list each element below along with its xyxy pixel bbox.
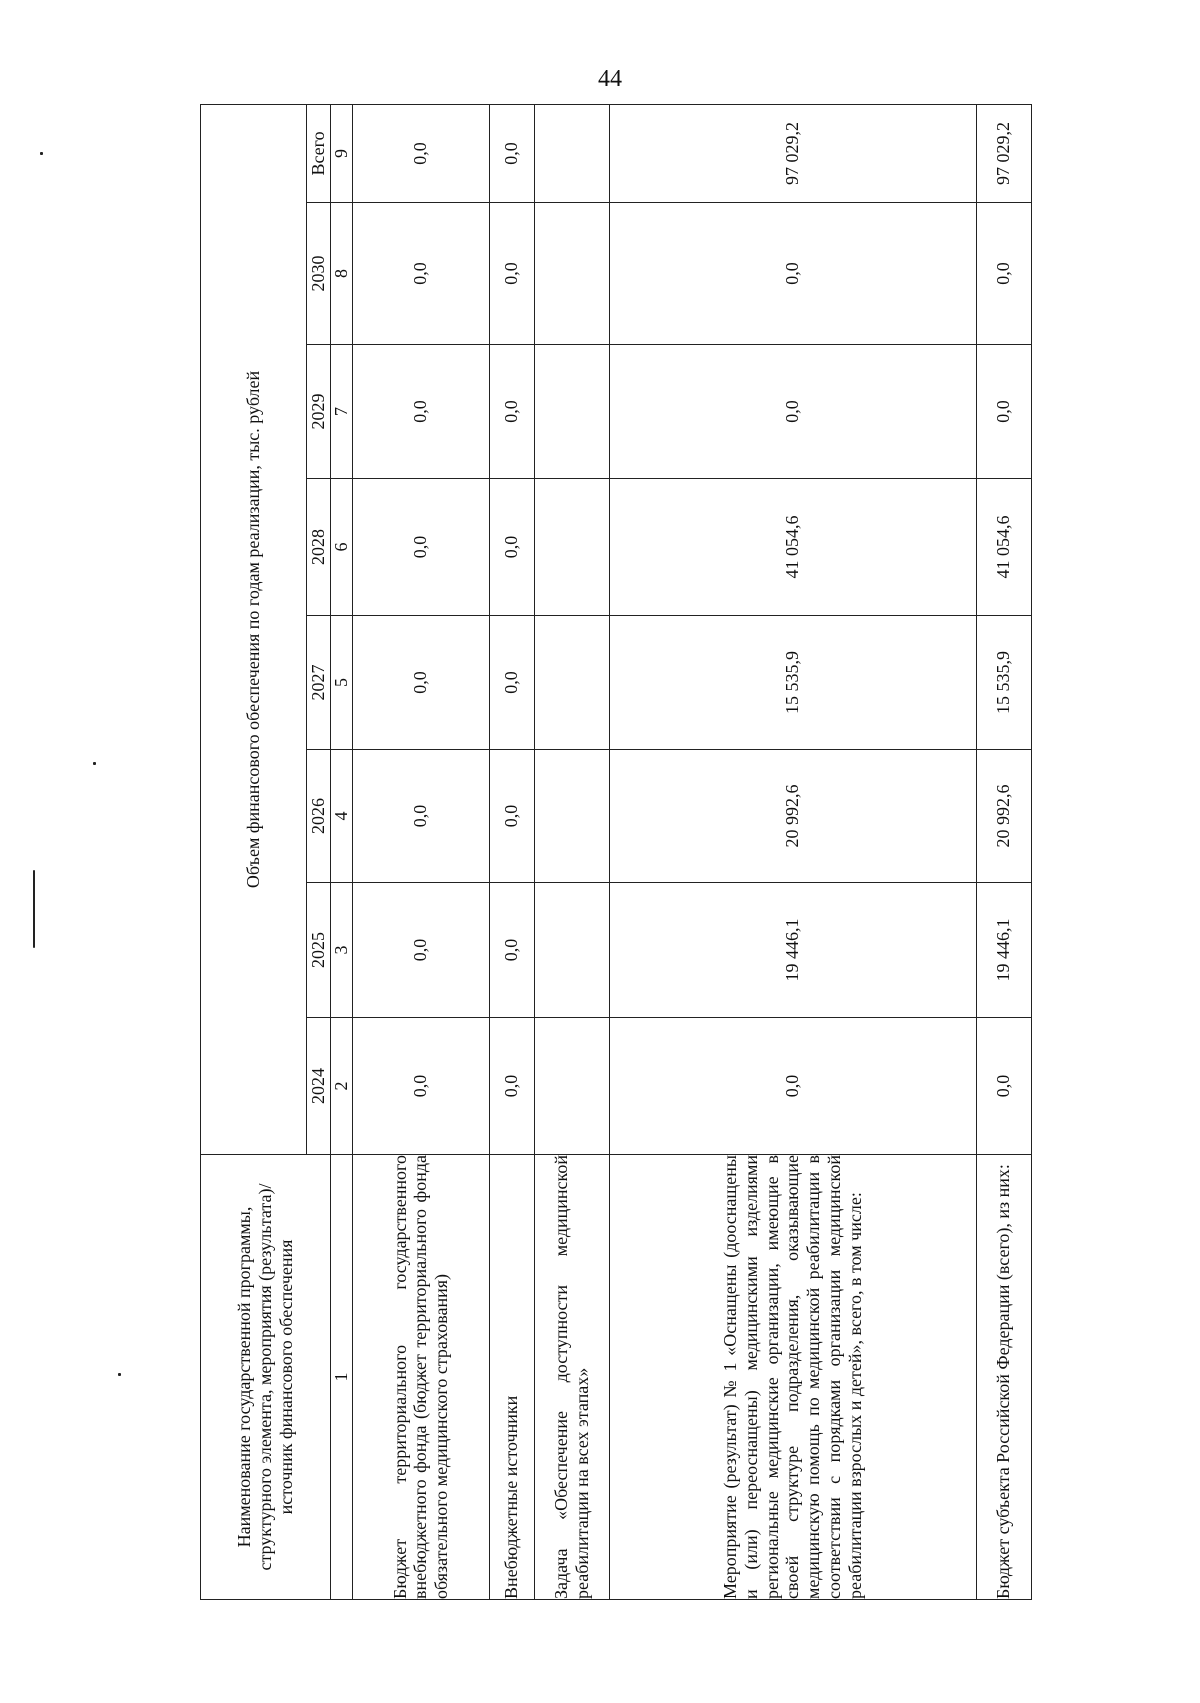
page-number: 44	[598, 66, 622, 92]
cell-value: 0,0	[352, 479, 489, 616]
column-index: 2	[331, 1018, 353, 1155]
cell-value	[534, 883, 609, 1018]
cell-value: 0,0	[489, 616, 534, 750]
table-row-task	[534, 104, 609, 1599]
row-name: Задача «Обеспечение доступности медицинской реабилитации на всех этапах»	[534, 1155, 609, 1600]
cell-value: 0,0	[976, 345, 1031, 479]
header-volume-caption: Объем финансового обеспечения по годам реализации, тыс. рублей	[201, 104, 307, 1154]
cell-value: 0,0	[489, 750, 534, 883]
financing-table	[200, 104, 1032, 1600]
cell-value	[534, 104, 609, 202]
header-name-column: Наименование государственной программы, структурного элемента, мероприятия (результата)/источник финансового обеспечения	[201, 1155, 331, 1600]
cell-value	[534, 750, 609, 883]
cell-value: 0,0	[352, 1018, 489, 1155]
cell-value: 97 029,2	[976, 104, 1031, 202]
cell-value: 19 446,1	[609, 883, 976, 1018]
header-year: 2027	[307, 616, 331, 750]
cell-value: 97 029,2	[609, 104, 976, 202]
header-year: 2028	[307, 479, 331, 616]
cell-value: 20 992,6	[976, 750, 1031, 883]
column-index: 7	[331, 345, 353, 479]
column-index: 5	[331, 616, 353, 750]
column-index: 4	[331, 750, 353, 883]
column-index-row	[331, 104, 353, 1599]
row-name: Бюджет территориального государственного внебюджетного фонда (бюджет территориального фонда обязательного медицинского страхования)	[352, 1155, 489, 1600]
column-index: 8	[331, 203, 353, 345]
row-name: Бюджет субъекта Российской Федерации (всего), из них:	[976, 1155, 1031, 1600]
cell-value: 15 535,9	[976, 616, 1031, 750]
cell-value	[534, 616, 609, 750]
scan-speck	[93, 762, 96, 765]
cell-value: 0,0	[489, 104, 534, 202]
column-index: 6	[331, 479, 353, 616]
cell-value: 20 992,6	[609, 750, 976, 883]
cell-value: 0,0	[352, 750, 489, 883]
cell-value: 0,0	[609, 345, 976, 479]
cell-value: 0,0	[489, 345, 534, 479]
table-row-regional-budget	[976, 104, 1031, 1599]
cell-value: 0,0	[976, 1018, 1031, 1155]
header-year-total: Всего	[307, 104, 331, 202]
column-index: 9	[331, 104, 353, 202]
header-year: 2025	[307, 883, 331, 1018]
cell-value: 0,0	[489, 883, 534, 1018]
cell-value: 15 535,9	[609, 616, 976, 750]
header-year: 2030	[307, 203, 331, 345]
cell-value: 0,0	[976, 203, 1031, 345]
cell-value	[534, 345, 609, 479]
cell-value: 0,0	[489, 203, 534, 345]
cell-value: 0,0	[352, 616, 489, 750]
cell-value: 41 054,6	[609, 479, 976, 616]
table-row-measure-1	[609, 104, 976, 1599]
rotated-table-container	[200, 105, 1030, 1600]
header-row-top	[201, 104, 307, 1599]
cell-value: 0,0	[352, 203, 489, 345]
column-index: 3	[331, 883, 353, 1018]
scan-speck	[118, 1373, 121, 1376]
cell-value	[534, 203, 609, 345]
cell-value: 0,0	[609, 1018, 976, 1155]
row-name: Мероприятие (результат) № 1 «Оснащены (дооснащены и (или) переоснащены) медицинскими изделиями региональные медицинские организации, имеющие в своей структуре подразделения, оказывающие медицинскую помощь по медицинской реабилитации в соответствии с порядками организации медицинской реабилитации взрослых и детей», всего, в том числе:	[609, 1155, 976, 1600]
cell-value: 0,0	[489, 479, 534, 616]
cell-value: 0,0	[352, 883, 489, 1018]
header-year: 2024	[307, 1018, 331, 1155]
cell-value: 0,0	[352, 345, 489, 479]
cell-value: 19 446,1	[976, 883, 1031, 1018]
header-year: 2029	[307, 345, 331, 479]
table-row-tfoms-budget	[352, 104, 489, 1599]
scan-mark	[33, 870, 35, 948]
table-row-extrabudgetary	[489, 104, 534, 1599]
cell-value: 0,0	[352, 104, 489, 202]
cell-value: 41 054,6	[976, 479, 1031, 616]
row-name: Внебюджетные источники	[489, 1155, 534, 1600]
cell-value: 0,0	[609, 203, 976, 345]
cell-value	[534, 479, 609, 616]
cell-value: 0,0	[489, 1018, 534, 1155]
column-index: 1	[331, 1155, 353, 1600]
scan-speck	[40, 152, 43, 155]
header-year: 2026	[307, 750, 331, 883]
cell-value	[534, 1018, 609, 1155]
